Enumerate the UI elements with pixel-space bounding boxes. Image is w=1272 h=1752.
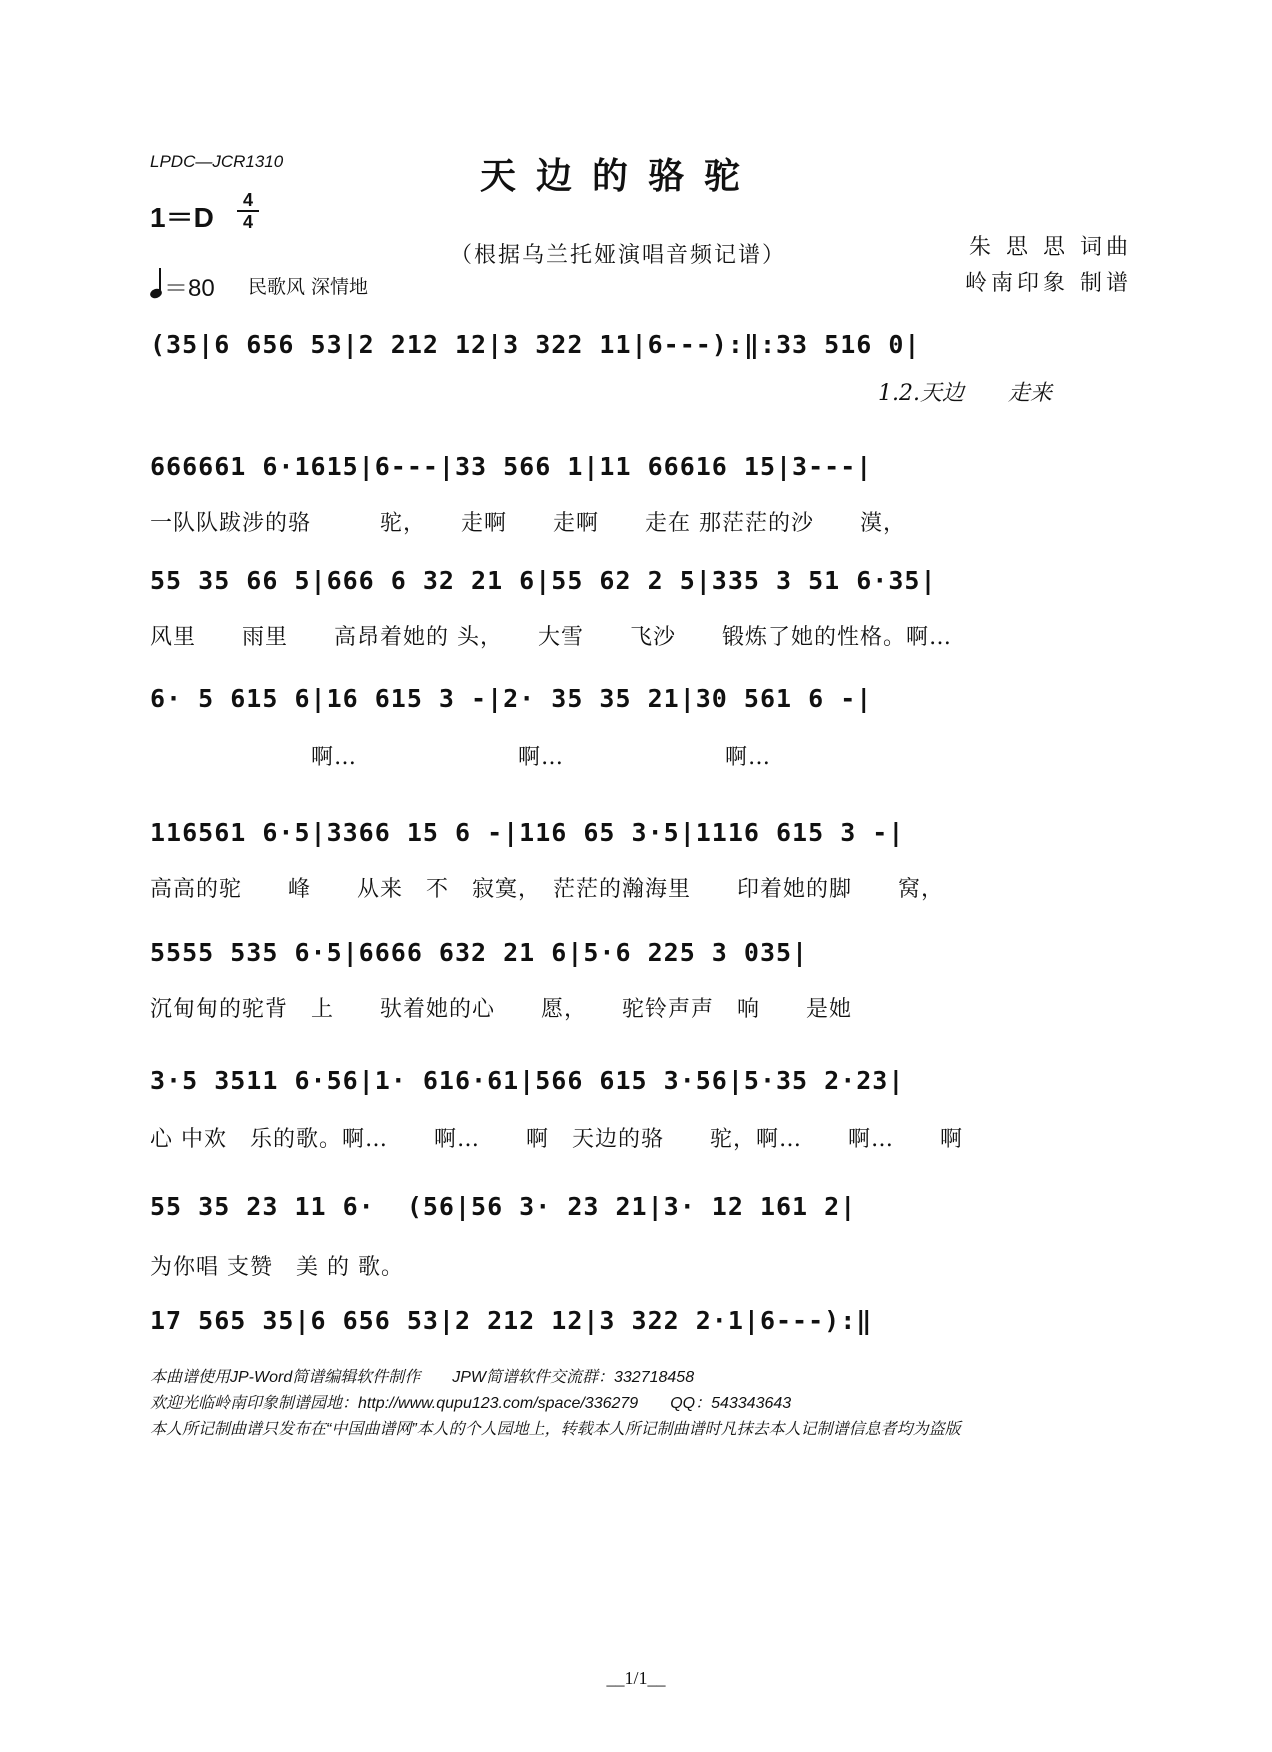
lyric-line-8: 为你唱 支赞 美 的 歌。 (150, 1255, 404, 1280)
subtitle: （根据乌兰托娅演唱音频记谱） (450, 243, 787, 268)
credit-lyrics-music: 朱 思 思 词曲 (969, 235, 1132, 260)
score-line-7: 3·5 3511 6·56|1· 616·61|566 615 3·56|5·35 2·23| (150, 1066, 905, 1095)
score-line-4: 6· 5 615 6|16 615 3 -|2· 35 35 21|30 561 6 -| (150, 684, 873, 713)
score-line-6: 5555 535 6·5|6666 632 21 6|5·6 225 3 035| (150, 938, 809, 967)
score-code: LPDC—JCR1310 (150, 152, 284, 171)
verse-label: 1.2.天边 走来 (878, 381, 1052, 406)
footer-line-2: 欢迎光临岭南印象制谱园地：http://www.qupu123.com/space/336279 QQ：543343643 (150, 1395, 792, 1412)
lyric-line-7: 心 中欢 乐的歌。啊… 啊… 啊 天边的骆 驼，啊… 啊… 啊 (150, 1127, 963, 1152)
song-title: 天边的骆驼 (480, 155, 761, 197)
lyric-line-2: 一队队跋涉的骆 驼， 走啊 走啊 走在 那茫茫的沙 漠， (150, 511, 906, 536)
score-line-2: 666661 6·1615|6---|33 566 1|11 66616 15|3---| (150, 452, 873, 481)
score-line-5: 116561 6·5|3366 15 6 -|116 65 3·5|1116 615 3 -| (150, 818, 905, 847)
score-line-3: 55 35 66 5|666 6 32 21 6|55 62 2 5|335 3 51 6·35| (150, 566, 937, 595)
note-stem (159, 268, 161, 290)
tempo-marking (150, 268, 215, 303)
credit-transcriber: 岭南印象 制谱 (965, 271, 1132, 296)
score-line-9: 17 565 35|6 656 53|2 212 12|3 322 2·1|6---):‖ (150, 1306, 873, 1335)
lyric-line-6: 沉甸甸的驼背 上 驮着她的心 愿， 驼铃声声 响 是她 (150, 997, 853, 1022)
tempo-value: ＝80 (164, 275, 215, 302)
score-line-1: (35|6 656 53|2 212 12|3 322 11|6---):‖:33 516 0| (150, 330, 921, 359)
lyric-line-5: 高高的驼 峰 从来 不 寂寞， 茫茫的瀚海里 印着她的脚 窝， (150, 877, 945, 902)
page-number: __1/1__ (606, 1668, 666, 1688)
score-line-8: 55 35 23 11 6· (56|56 3· 23 21|3· 12 161 2| (150, 1192, 857, 1221)
lyric-line-3: 风里 雨里 高昂着她的 头， 大雪 飞沙 锻炼了她的性格。啊… (150, 625, 952, 650)
time-sig-bottom: 4 (242, 212, 253, 232)
lyric-line-4: 啊… 啊… 啊… (150, 745, 772, 770)
footer-line-1: 本曲谱使用JP-Word简谱编辑软件制作 JPW简谱软件交流群：332718458 (150, 1369, 695, 1386)
footer-line-3: 本人所记制曲谱只发布在“中国曲谱网”本人的个人园地上，转载本人所记制曲谱时凡抹去本人记制谱信息者均为盗版 (150, 1421, 961, 1438)
quarter-note-icon (149, 287, 163, 300)
time-signature (237, 190, 259, 232)
key-signature: 1＝D (150, 202, 214, 233)
expression-marking: 民歌风 深情地 (248, 276, 369, 298)
time-sig-top: 4 (237, 190, 259, 212)
